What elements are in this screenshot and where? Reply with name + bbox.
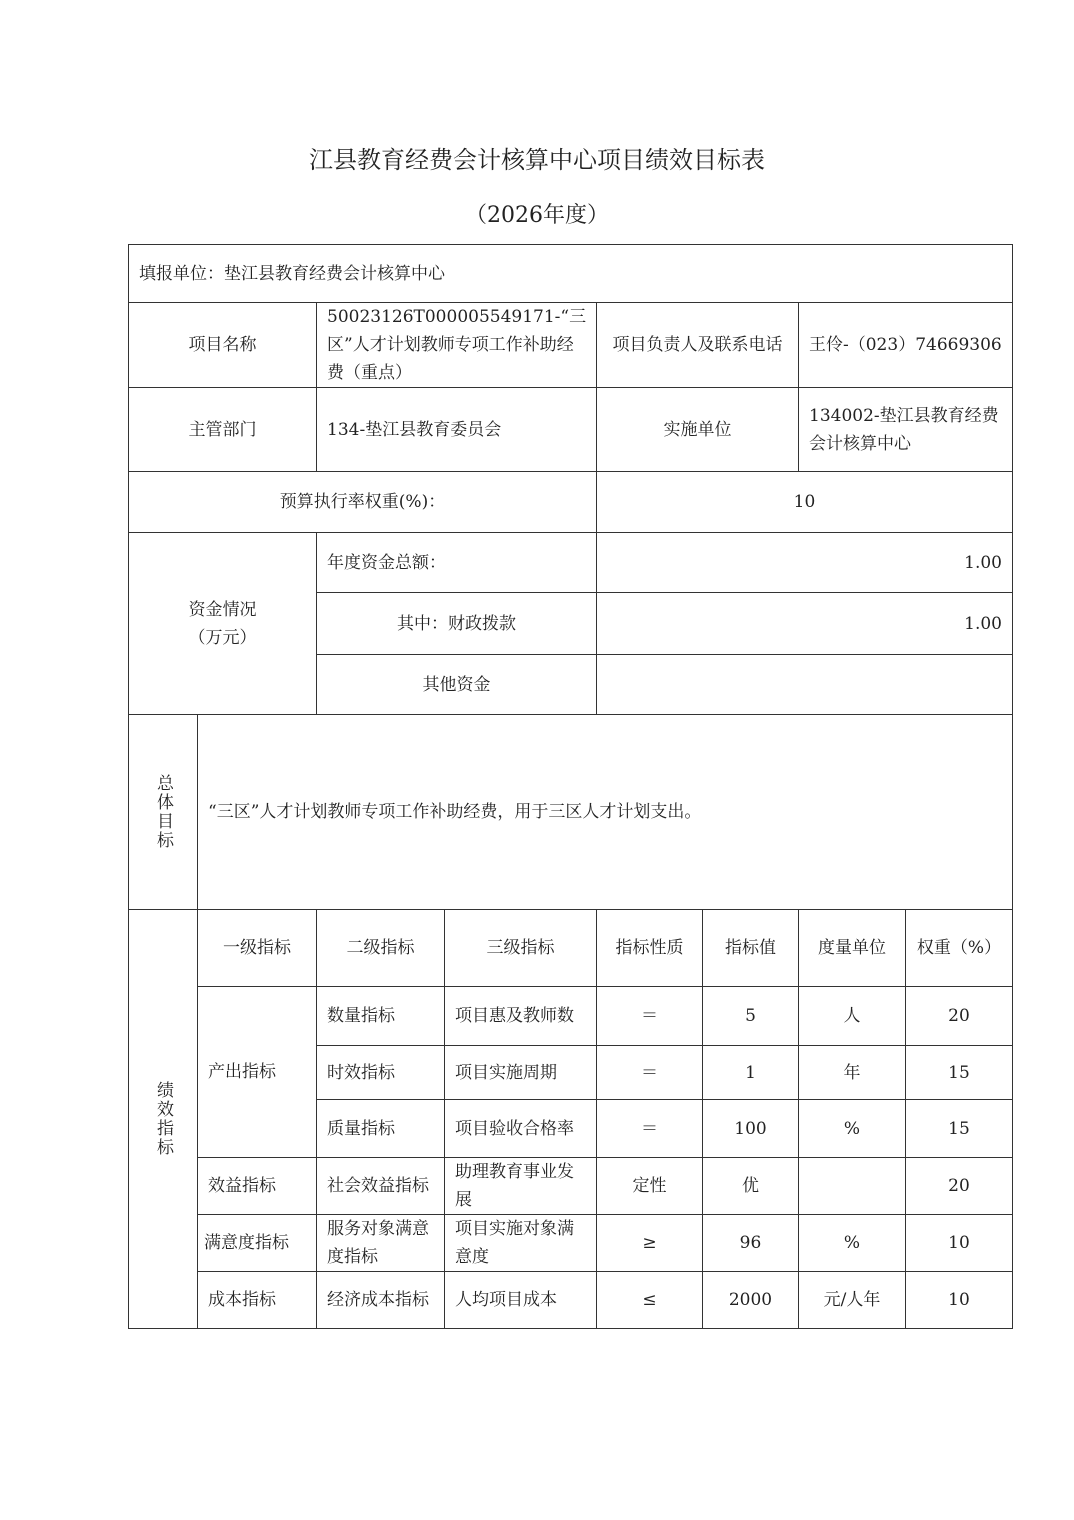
cell-unit: % [799,1215,906,1272]
cell-l3: 项目实施对象满意度 [445,1215,597,1272]
perf-label-text: 绩效指标 [153,1081,173,1157]
budget-rate-label: 预算执行率权重(%)： [129,472,597,533]
cell-l1: 满意度指标 [198,1215,317,1272]
dept: 134-垫江县教育委员会 [317,388,597,472]
cell-l1: 效益指标 [198,1158,317,1215]
cell-unit: 年 [799,1046,906,1100]
funds-value-other [597,655,1013,715]
cell-l2: 服务对象满意度指标 [317,1215,445,1272]
cell-value: 优 [703,1158,799,1215]
goal-text: “三区”人才计划教师专项工作补助经费，用于三区人才计划支出。 [198,715,1013,910]
cell-weight: 15 [906,1100,1013,1158]
performance-table [128,244,1013,1329]
reporting-unit: 填报单位：垫江县教育经费会计核算中心 [129,245,1013,303]
cell-value: 96 [703,1215,799,1272]
budget-rate: 10 [597,472,1013,533]
table-row [129,987,1013,1046]
cell-l1: 产出指标 [198,987,317,1158]
contact-label: 项目负责人及联系电话 [597,303,799,388]
project-name-label: 项目名称 [129,303,317,388]
funds-label-total: 年度资金总额： [317,533,597,593]
funds-value-fiscal: 1.00 [597,593,1013,655]
cell-nature: ＝ [597,987,703,1046]
cell-l2: 时效指标 [317,1046,445,1100]
header-value: 指标值 [703,910,799,987]
cell-l3: 项目实施周期 [445,1046,597,1100]
table-row [129,1272,1013,1329]
impl-label: 实施单位 [597,388,799,472]
cell-nature: ＝ [597,1100,703,1158]
cell-l2: 质量指标 [317,1100,445,1158]
cell-value: 1 [703,1046,799,1100]
cell-l3: 项目验收合格率 [445,1100,597,1158]
cell-weight: 20 [906,987,1013,1046]
cell-weight: 15 [906,1046,1013,1100]
page-subtitle: （2026年度） [465,203,609,228]
header-nature: 指标性质 [597,910,703,987]
cell-l3: 助理教育事业发展 [445,1158,597,1215]
cell-weight: 10 [906,1272,1013,1329]
header-l2: 二级指标 [317,910,445,987]
cell-unit: 人 [799,987,906,1046]
dept-label: 主管部门 [129,388,317,472]
cell-nature: ＝ [597,1046,703,1100]
contact: 王伶-（023）74669306 [799,303,1013,388]
header-l1: 一级指标 [198,910,317,987]
header-unit: 度量单位 [799,910,906,987]
cell-nature: ≤ [597,1272,703,1329]
table-row [129,1158,1013,1215]
funds-value-total: 1.00 [597,533,1013,593]
cell-unit [799,1158,906,1215]
cell-l2: 经济成本指标 [317,1272,445,1329]
table-row [129,1215,1013,1272]
goal-label [129,715,198,910]
cell-unit: 元/人年 [799,1272,906,1329]
cell-value: 2000 [703,1272,799,1329]
cell-unit: % [799,1100,906,1158]
cell-weight: 20 [906,1158,1013,1215]
cell-l1: 成本指标 [198,1272,317,1329]
cell-l3: 项目惠及教师数 [445,987,597,1046]
cell-nature: 定性 [597,1158,703,1215]
cell-value: 5 [703,987,799,1046]
project-name: 50023126T000005549171-“三区”人才计划教师专项工作补助经费（重点） [317,303,597,388]
cell-l3: 人均项目成本 [445,1272,597,1329]
goal-label-text: 总体目标 [153,774,173,850]
funds-label [129,533,317,715]
cell-value: 100 [703,1100,799,1158]
perf-label [129,910,198,1329]
impl: 134002-垫江县教育经费会计核算中心 [799,388,1013,472]
cell-weight: 10 [906,1215,1013,1272]
page-title: 江县教育经费会计核算中心项目绩效目标表 [309,146,765,174]
cell-l2: 数量指标 [317,987,445,1046]
funds-label-text: 资金情况（万元） [188,599,257,648]
header-weight: 权重（%） [906,910,1013,987]
header-l3: 三级指标 [445,910,597,987]
cell-l2: 社会效益指标 [317,1158,445,1215]
cell-nature: ≥ [597,1215,703,1272]
funds-label-fiscal: 其中：财政拨款 [317,593,597,655]
funds-label-other: 其他资金 [317,655,597,715]
